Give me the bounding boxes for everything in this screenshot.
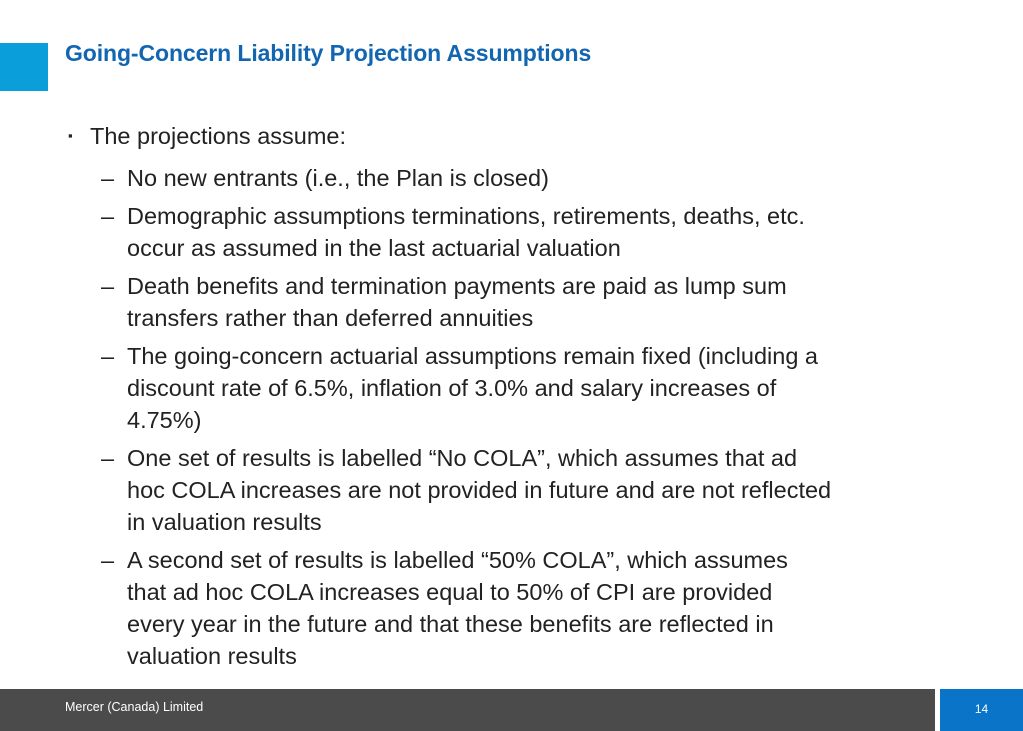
dash-bullet-icon: –	[101, 547, 115, 573]
list-item	[101, 162, 947, 194]
slide-title: Going-Concern Liability Projection Assumptions	[65, 40, 592, 66]
list-item	[101, 544, 947, 672]
main-bullet	[68, 120, 346, 152]
list-item-text: The going-concern actuarial assumptions remain fixed (including a discount rate of 6.5%, inflation of 3.0% and salary increases of 4.75%)	[127, 343, 819, 433]
dash-bullet-icon: –	[101, 203, 115, 229]
dash-bullet-icon: –	[101, 445, 115, 471]
list-item	[101, 442, 947, 538]
sub-bullet-list	[0, 162, 1023, 678]
list-item-text: Demographic assumptions terminations, retirements, deaths, etc. occur as assumed in the last actuarial valuation	[127, 203, 805, 261]
dash-bullet-icon: –	[101, 273, 115, 299]
footer-company-name: Mercer (Canada) Limited	[65, 700, 204, 714]
square-bullet-icon: ▪	[68, 128, 73, 143]
page-number-box	[940, 689, 1023, 731]
list-item	[101, 200, 947, 264]
list-item	[101, 340, 947, 436]
list-item-text: One set of results is labelled “No COLA”, which assumes that ad hoc COLA increases are not provided in future and are not reflected in valuation results	[127, 445, 832, 535]
dash-bullet-icon: –	[101, 343, 115, 369]
list-item-text: Death benefits and termination payments are paid as lump sum transfers rather than deferred annuities	[127, 273, 787, 331]
main-bullet-text: The projections assume:	[90, 123, 347, 149]
list-item-text: No new entrants (i.e., the Plan is closed)	[127, 165, 549, 191]
page-number: 14	[974, 702, 989, 716]
title-accent-square	[0, 43, 48, 91]
dash-bullet-icon: –	[101, 165, 115, 191]
list-item	[101, 270, 947, 334]
footer-bar	[0, 689, 935, 731]
list-item-text: A second set of results is labelled “50% COLA”, which assumes that ad hoc COLA increases equal to 50% of CPI are provided every year in the future and that these benefits are reflected in valuation results	[127, 547, 788, 669]
